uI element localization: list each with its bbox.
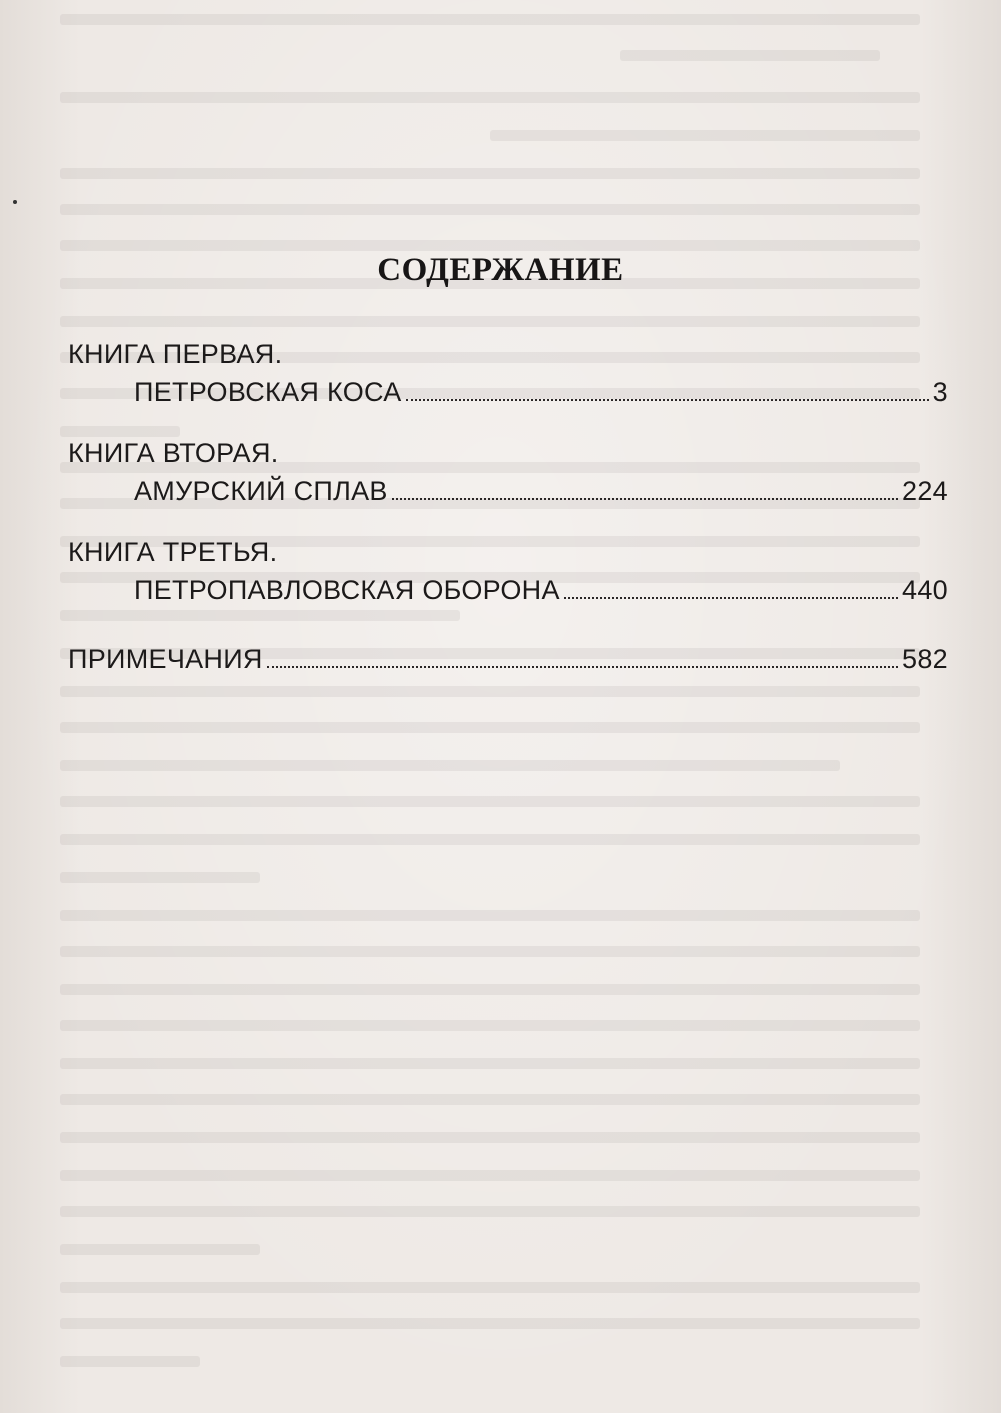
book-label: КНИГА ВТОРАЯ. bbox=[68, 438, 279, 468]
page-title: СОДЕРЖАНИЕ bbox=[377, 252, 624, 288]
dot-leader bbox=[406, 398, 929, 401]
section-name: ПРИМЕЧАНИЯ bbox=[68, 644, 263, 674]
speck bbox=[13, 200, 17, 204]
page-number: 3 bbox=[932, 377, 948, 407]
dot-leader bbox=[267, 665, 898, 668]
dot-leader bbox=[564, 596, 898, 599]
page-number: 440 bbox=[902, 575, 948, 605]
book-label: КНИГА ПЕРВАЯ. bbox=[68, 339, 283, 369]
table-of-contents bbox=[68, 335, 948, 678]
page-number: 224 bbox=[902, 476, 948, 506]
toc-line bbox=[68, 472, 948, 510]
section-name: ПЕТРОПАВЛОВСКАЯ ОБОРОНА bbox=[134, 575, 560, 605]
bleed-through-text bbox=[60, 0, 960, 1413]
toc-entry bbox=[68, 533, 948, 609]
toc-line bbox=[68, 373, 948, 411]
book-label: КНИГА ТРЕТЬЯ. bbox=[68, 537, 278, 567]
toc-entry-notes bbox=[68, 640, 948, 678]
page-number: 582 bbox=[902, 644, 948, 674]
section-name: АМУРСКИЙ СПЛАВ bbox=[134, 476, 388, 506]
dot-leader bbox=[392, 497, 898, 500]
section-name: ПЕТРОВСКАЯ КОСА bbox=[134, 377, 402, 407]
toc-line bbox=[68, 640, 948, 678]
toc-entry bbox=[68, 335, 948, 411]
toc-entry bbox=[68, 434, 948, 510]
toc-line bbox=[68, 571, 948, 609]
